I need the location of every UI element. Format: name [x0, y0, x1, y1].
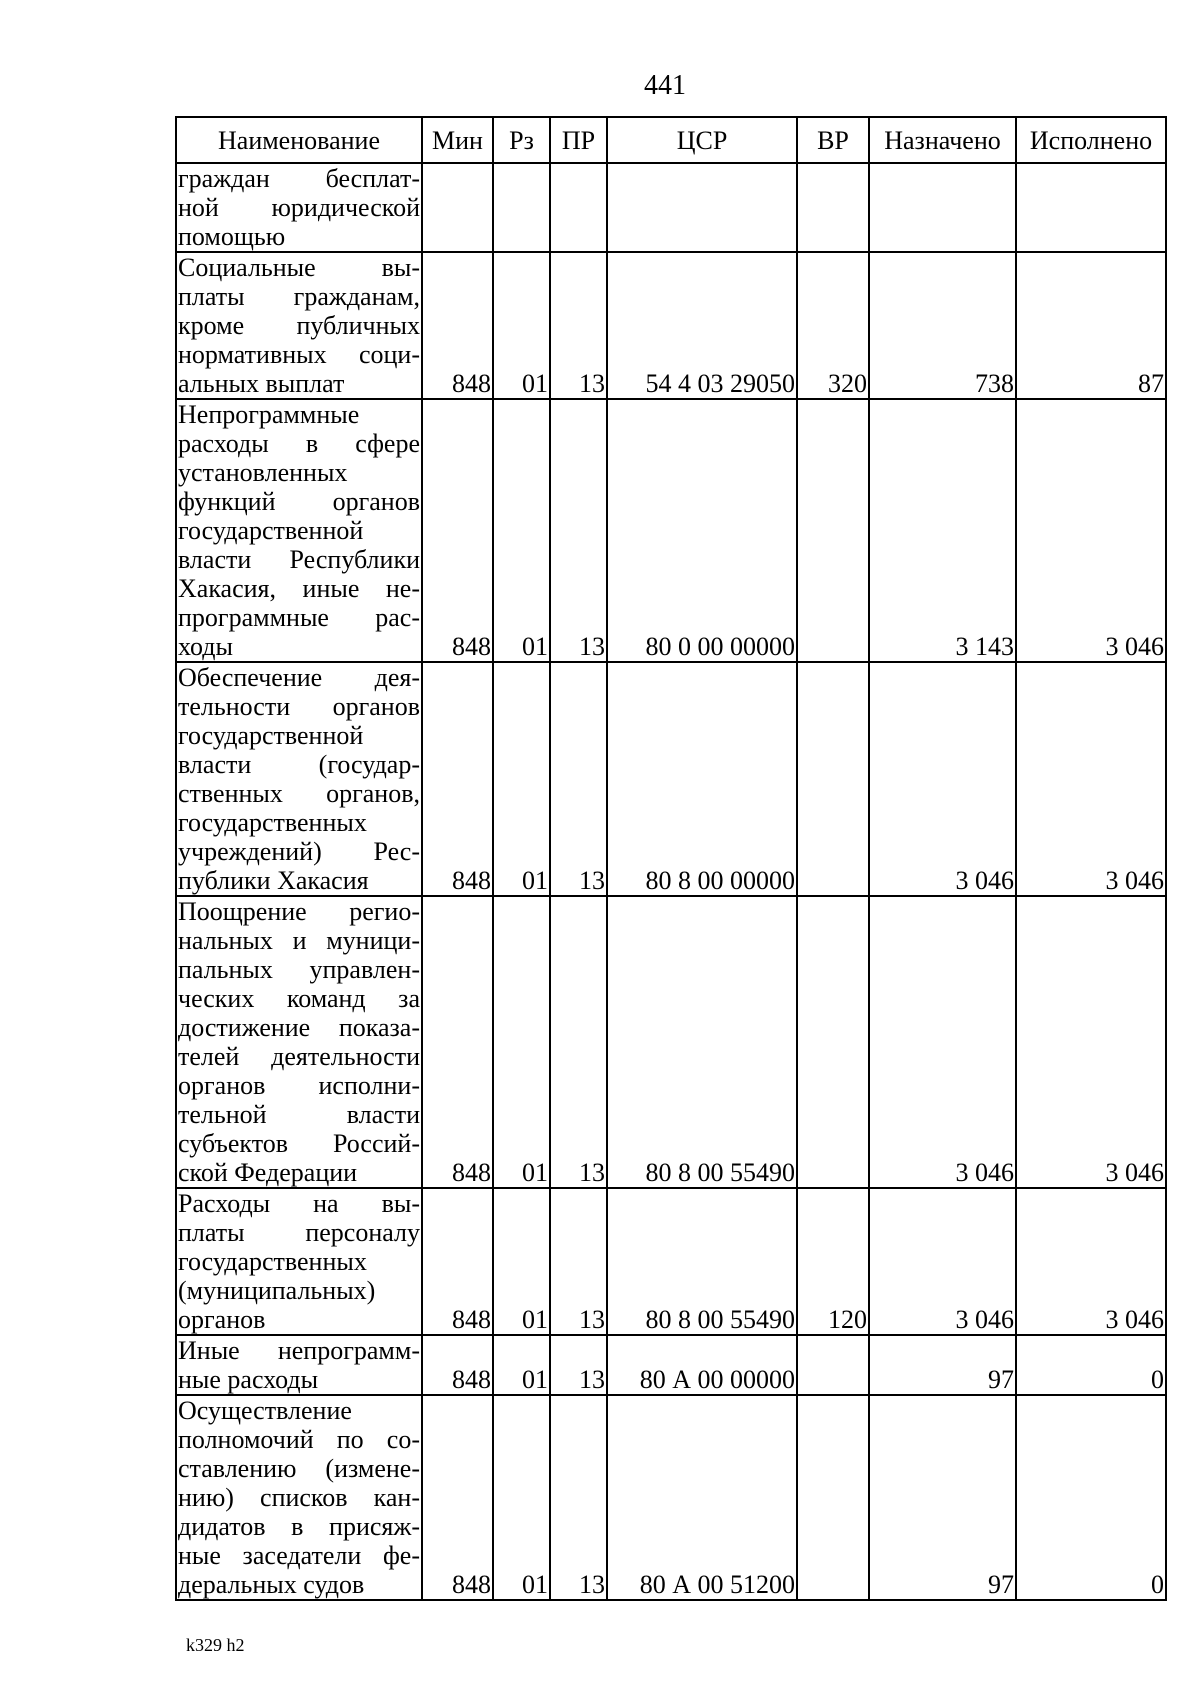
cell-name — [176, 1188, 422, 1335]
name-line: тельности органов — [178, 692, 420, 721]
cell-min: 848 — [422, 662, 493, 896]
name-line: Поощрение регио- — [178, 897, 420, 926]
name-line: государственной — [178, 721, 364, 750]
cell-vr — [797, 1395, 869, 1600]
header-vr: ВР — [797, 117, 869, 163]
table-body — [176, 163, 1166, 1600]
cell-name — [176, 1335, 422, 1395]
name-line: расходы в сфере — [178, 429, 420, 458]
cell-vr — [797, 662, 869, 896]
cell-vr: 120 — [797, 1188, 869, 1335]
name-line: ходы — [178, 632, 233, 661]
budget-table — [175, 116, 1167, 1601]
cell-executed: 3 046 — [1016, 399, 1166, 662]
name-line: платы персоналу — [178, 1218, 420, 1247]
header-min: Мин — [422, 117, 493, 163]
name-line: Социальные вы- — [178, 253, 420, 282]
name-line: Непрограммные — [178, 400, 360, 429]
cell-assigned — [869, 163, 1016, 252]
cell-csr — [607, 163, 797, 252]
cell-pr: 13 — [550, 1188, 607, 1335]
cell-executed: 0 — [1016, 1335, 1166, 1395]
cell-min: 848 — [422, 252, 493, 399]
header-assigned: Назначено — [869, 117, 1016, 163]
name-line: учреждений) Рес- — [178, 837, 420, 866]
cell-rz: 01 — [493, 252, 550, 399]
name-line: альных выплат — [178, 369, 345, 398]
name-line: государственной — [178, 516, 364, 545]
name-line: публики Хакасия — [178, 866, 369, 895]
cell-assigned: 97 — [869, 1335, 1016, 1395]
cell-name — [176, 399, 422, 662]
cell-csr: 80 8 00 00000 — [607, 662, 797, 896]
page-number: 441 — [644, 70, 686, 101]
cell-csr: 80 А 00 00000 — [607, 1335, 797, 1395]
cell-name — [176, 662, 422, 896]
name-line: власти Республики — [178, 545, 420, 574]
header-csr: ЦСР — [607, 117, 797, 163]
name-line: деральных судов — [178, 1570, 365, 1599]
cell-csr: 80 0 00 00000 — [607, 399, 797, 662]
name-line: ческих команд за — [178, 984, 420, 1013]
cell-rz: 01 — [493, 896, 550, 1188]
cell-assigned: 3 046 — [869, 1188, 1016, 1335]
name-line: достижение показа- — [178, 1013, 420, 1042]
cell-executed: 87 — [1016, 252, 1166, 399]
cell-min: 848 — [422, 1335, 493, 1395]
cell-assigned: 3 046 — [869, 662, 1016, 896]
name-line: тельной власти — [178, 1100, 420, 1129]
name-line: платы гражданам, — [178, 282, 420, 311]
cell-min — [422, 163, 493, 252]
cell-executed: 3 046 — [1016, 662, 1166, 896]
name-line: программные рас- — [178, 603, 420, 632]
header-name: Наименование — [176, 117, 422, 163]
name-line: ной юридической — [178, 193, 420, 222]
cell-assigned: 738 — [869, 252, 1016, 399]
name-line: Обеспечение дея- — [178, 663, 420, 692]
name-line: государственных — [178, 1247, 367, 1276]
cell-assigned: 3 143 — [869, 399, 1016, 662]
name-line: кроме публичных — [178, 311, 420, 340]
name-line: органов исполни- — [178, 1071, 420, 1100]
cell-pr: 13 — [550, 252, 607, 399]
name-line: ставлению (измене- — [178, 1454, 420, 1483]
cell-executed: 3 046 — [1016, 896, 1166, 1188]
name-line: Иные непрограмм- — [178, 1336, 420, 1365]
cell-csr: 80 А 00 51200 — [607, 1395, 797, 1600]
name-line: полномочий по со- — [178, 1425, 420, 1454]
table-row — [176, 1335, 1166, 1395]
cell-min: 848 — [422, 1395, 493, 1600]
name-line: ные заседатели фе- — [178, 1541, 420, 1570]
cell-name — [176, 252, 422, 399]
cell-csr: 54 4 03 29050 — [607, 252, 797, 399]
name-line: ской Федерации — [178, 1158, 358, 1187]
table-row — [176, 1188, 1166, 1335]
header-executed: Исполнено — [1016, 117, 1166, 163]
cell-rz — [493, 163, 550, 252]
cell-name — [176, 1395, 422, 1600]
cell-pr — [550, 163, 607, 252]
table-row — [176, 662, 1166, 896]
table-row — [176, 896, 1166, 1188]
name-line: Хакасия, иные не- — [178, 574, 420, 603]
cell-pr: 13 — [550, 1335, 607, 1395]
table-row — [176, 163, 1166, 252]
name-line: нию) списков кан- — [178, 1483, 420, 1512]
cell-rz: 01 — [493, 1188, 550, 1335]
cell-executed — [1016, 163, 1166, 252]
name-line: органов — [178, 1305, 266, 1334]
name-line: помощью — [178, 222, 286, 251]
name-line: граждан бесплат- — [178, 164, 420, 193]
cell-pr: 13 — [550, 1395, 607, 1600]
cell-vr — [797, 399, 869, 662]
cell-min: 848 — [422, 1188, 493, 1335]
cell-min: 848 — [422, 896, 493, 1188]
header-rz: Рз — [493, 117, 550, 163]
cell-pr: 13 — [550, 662, 607, 896]
name-line: пальных управлен- — [178, 955, 420, 984]
name-line: функций органов — [178, 487, 420, 516]
cell-name — [176, 163, 422, 252]
cell-executed: 0 — [1016, 1395, 1166, 1600]
name-line: дидатов в присяж- — [178, 1512, 420, 1541]
cell-csr: 80 8 00 55490 — [607, 896, 797, 1188]
cell-vr — [797, 896, 869, 1188]
cell-executed: 3 046 — [1016, 1188, 1166, 1335]
cell-assigned: 3 046 — [869, 896, 1016, 1188]
table-row — [176, 252, 1166, 399]
name-line: нальных и муници- — [178, 926, 420, 955]
name-line: Осуществление — [178, 1396, 352, 1425]
table-row — [176, 1395, 1166, 1600]
cell-name — [176, 896, 422, 1188]
cell-min: 848 — [422, 399, 493, 662]
cell-vr: 320 — [797, 252, 869, 399]
name-line: нормативных соци- — [178, 340, 420, 369]
name-line: субъектов Россий- — [178, 1129, 420, 1158]
cell-pr: 13 — [550, 896, 607, 1188]
name-line: телей деятельности — [178, 1042, 420, 1071]
name-line: (муниципальных) — [178, 1276, 376, 1305]
name-line: власти (государ- — [178, 750, 420, 779]
cell-pr: 13 — [550, 399, 607, 662]
header-pr: ПР — [550, 117, 607, 163]
name-line: ственных органов, — [178, 779, 420, 808]
cell-rz: 01 — [493, 662, 550, 896]
cell-vr — [797, 1335, 869, 1395]
cell-rz: 01 — [493, 1395, 550, 1600]
cell-assigned: 97 — [869, 1395, 1016, 1600]
name-line: установленных — [178, 458, 348, 487]
name-line: государственных — [178, 808, 367, 837]
name-line: ные расходы — [178, 1365, 319, 1394]
name-line: Расходы на вы- — [178, 1189, 420, 1218]
cell-rz: 01 — [493, 399, 550, 662]
table-row — [176, 399, 1166, 662]
footer-code: k329 h2 — [186, 1635, 245, 1655]
cell-csr: 80 8 00 55490 — [607, 1188, 797, 1335]
header-row — [176, 117, 1166, 163]
cell-vr — [797, 163, 869, 252]
cell-rz: 01 — [493, 1335, 550, 1395]
